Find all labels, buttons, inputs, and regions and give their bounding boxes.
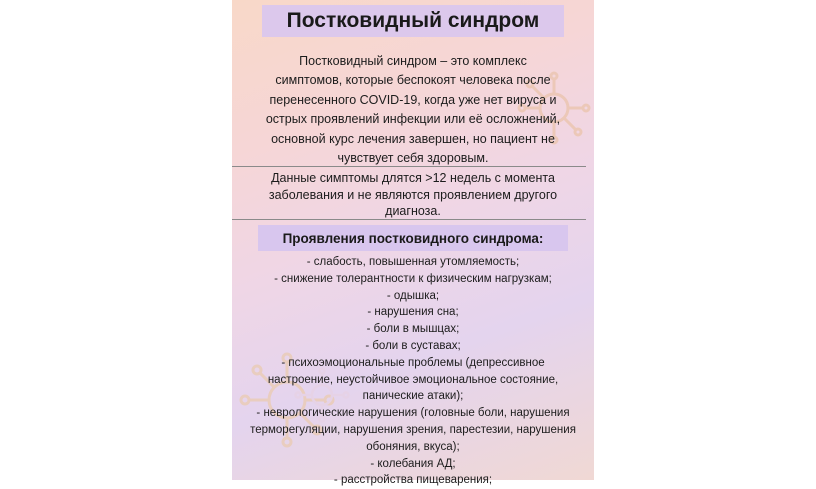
list-item: терморегуляции, нарушения зрения, парестезии, нарушения [250,423,576,436]
intro-line: острых проявлений инфекции или её осложнений, [265,112,561,127]
list-item: панические атаки); [362,390,464,403]
intro-paragraph [250,52,576,168]
duration-line: заболевания и не являются проявлением другого [268,187,558,202]
list-item: - расстройства пищеварения; [333,474,493,487]
list-item: - психоэмоциональные проблемы (депрессивное [281,356,545,369]
list-item: - колебания АД; [370,457,456,470]
list-item: обоняния, вкуса); [366,440,460,453]
symptoms-list [232,254,594,489]
list-item: - слабость, повышенная утомляемость; [306,256,520,268]
intro-line: Постковидный синдром – это комплекс [299,54,527,68]
divider-top [232,166,586,167]
list-item: настроение, неустойчивое эмоциональное состояние, [267,373,559,386]
list-item: - боли в суставах; [365,339,461,352]
list-item: - неврологические нарушения (головные боли, нарушения [256,407,570,420]
intro-line: перенесенного COVID-19, когда уже нет вируса и [269,92,557,107]
intro-line: чувствует себя здоровым. [337,151,489,166]
list-item: - снижение толерантности к физическим нагрузкам; [274,272,552,285]
duration-note [250,170,576,220]
list-item: - боли в мышцах; [366,323,460,336]
page-title: Постковидный синдром [262,5,564,37]
list-item: - нарушения сна; [367,306,459,319]
duration-line: диагноза. [385,204,441,218]
divider-bottom [232,219,586,220]
duration-line: Данные симптомы длятся >12 недель с момента [271,171,555,185]
infographic-page [232,0,594,487]
manifestations-heading: Проявления постковидного синдрома: [258,225,568,251]
intro-line: симптомов, которые беспокоят человека после [275,73,551,88]
list-item: - одышка; [386,289,440,302]
intro-line: основной курс лечения завершен, но пациент не [271,131,555,146]
